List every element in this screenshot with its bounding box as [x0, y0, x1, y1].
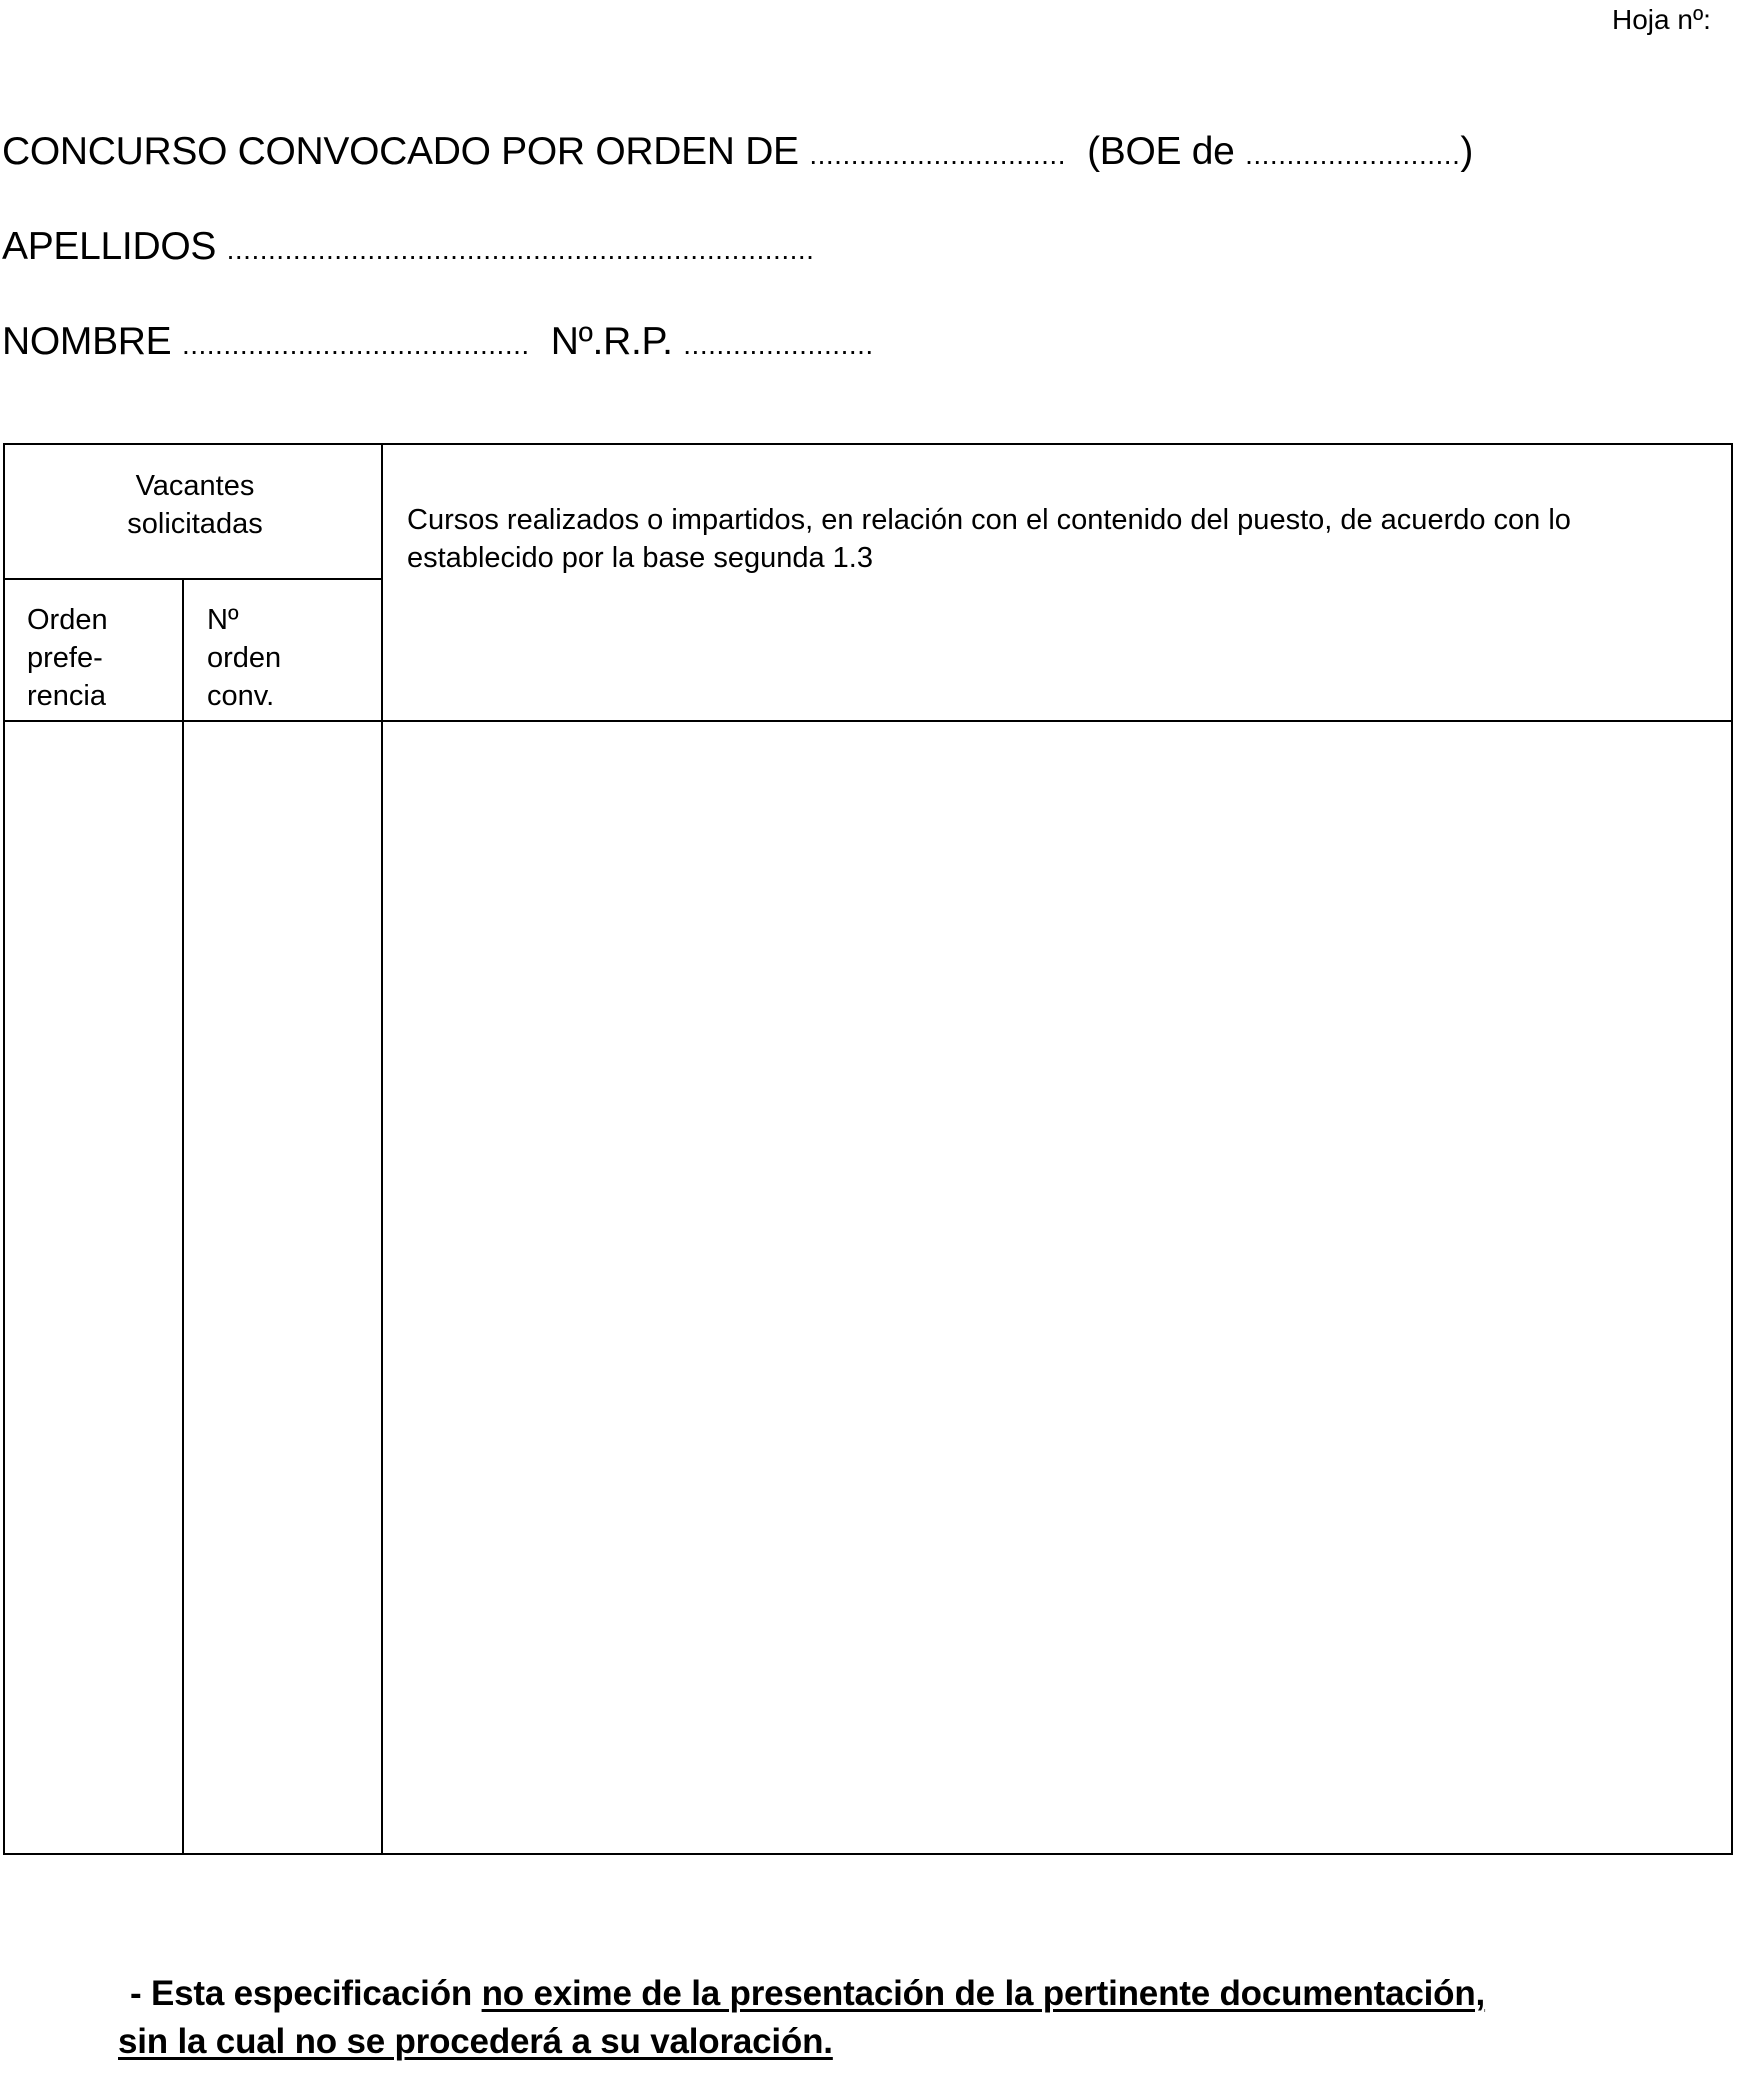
- apellidos-line: [2, 225, 814, 269]
- num-orden-line1: Nº: [207, 604, 239, 636]
- num-orden-conv-header: [207, 601, 281, 715]
- footer-underlined-2: sin la cual no se procederá a su valoración.: [118, 2022, 833, 2061]
- cursos-header: Cursos realizados o impartidos, en relación con el contenido del puesto, de acuerdo con lo establecido por la base segunda 1.3: [407, 504, 1571, 574]
- footer-line-2: [118, 2018, 1758, 2066]
- boe-label: (BOE de: [1087, 130, 1235, 173]
- footer-underlined-1: no exime de la presentación de la pertinente documentación,: [481, 1974, 1486, 2013]
- orden-preferencia-header: [27, 601, 108, 715]
- orden-preferencia-cell[interactable]: [5, 722, 182, 1853]
- courses-table: [3, 443, 1733, 1855]
- apellidos-field[interactable]: .......................................................................: [226, 234, 815, 265]
- orden-pref-line1: Orden: [27, 604, 108, 636]
- footer-note: [118, 1970, 1758, 2066]
- nrp-field[interactable]: .......................: [683, 329, 874, 360]
- group-header-divider: [5, 578, 382, 580]
- num-orden-line3: conv.: [207, 680, 275, 712]
- num-orden-line2: orden: [207, 642, 282, 674]
- orden-pref-line3: rencia: [27, 680, 106, 712]
- orden-pref-line2: prefe-: [27, 642, 103, 674]
- vacantes-header-line2: solicitadas: [127, 508, 263, 540]
- nrp-label: Nº.R.P.: [550, 320, 673, 363]
- boe-close-paren: ): [1460, 130, 1474, 173]
- concurso-line: [2, 130, 1473, 174]
- cursos-cell[interactable]: [383, 722, 1731, 1853]
- nombre-line: [2, 320, 874, 364]
- boe-date-field[interactable]: ..........................: [1245, 139, 1461, 170]
- num-orden-conv-cell[interactable]: [184, 722, 381, 1853]
- footer-line-1: [118, 1970, 1758, 2018]
- concurso-label: CONCURSO CONVOCADO POR ORDEN DE: [2, 130, 799, 173]
- footer-prefix: - Esta especificación: [130, 1974, 482, 2013]
- apellidos-label: APELLIDOS: [2, 225, 217, 268]
- orden-date-field[interactable]: ...............................: [809, 139, 1066, 170]
- nombre-label: NOMBRE: [2, 320, 172, 363]
- sheet-number-label: Hoja nº:: [1612, 4, 1711, 35]
- vacantes-header-line1: Vacantes: [135, 470, 255, 502]
- vacantes-solicitadas-header: [5, 467, 385, 543]
- nombre-field[interactable]: ..........................................: [181, 329, 530, 360]
